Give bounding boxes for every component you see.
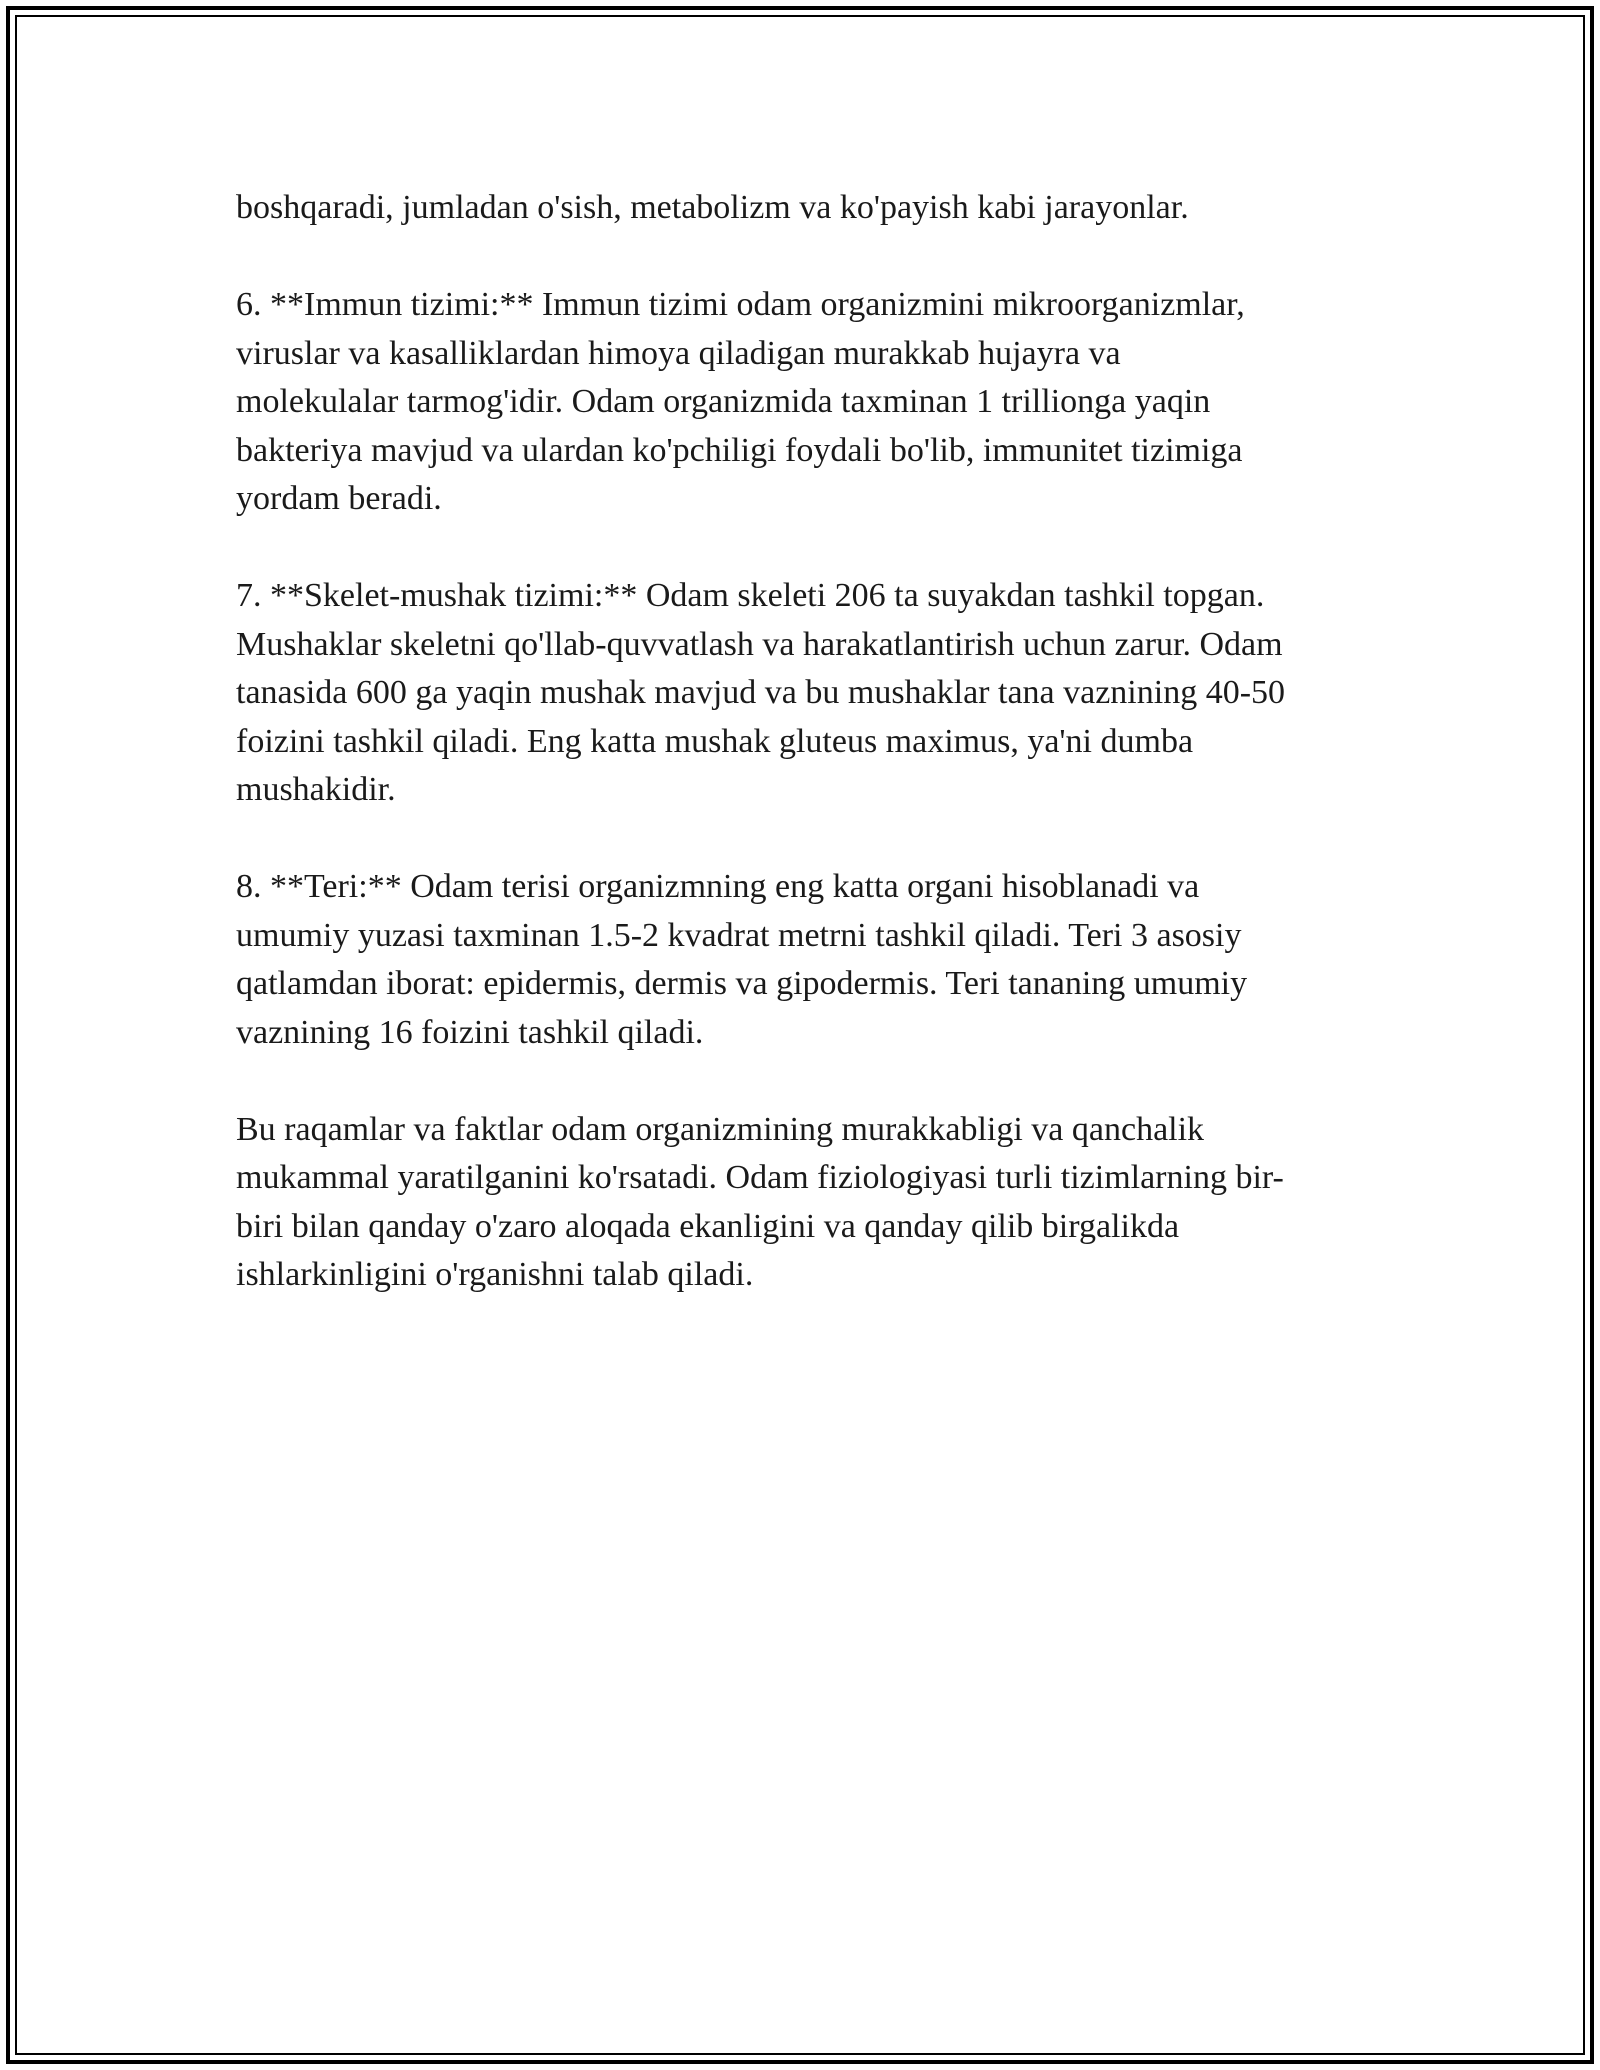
text-line: biri bilan qanday o'zaro aloqada ekanligini va qanday qilib birgalikda — [236, 1207, 1180, 1245]
text-line: qatlamdan iborat: epidermis, dermis va gipodermis. Teri tananing umumiy — [236, 965, 1248, 1002]
text-line: mushakidir. — [236, 771, 396, 808]
text-line: viruslar va kasalliklardan himoya qiladigan murakkab hujayra va — [236, 334, 1121, 372]
text-line: 8. **Teri:** Odam terisi organizmning eng katta organi hisoblanadi va — [236, 868, 1200, 905]
text-line: boshqaradi, jumladan o'sish, metabolizm va ko'payish kabi jarayonlar. — [236, 189, 1189, 226]
text-line: molekulalar tarmog'idir. Odam organizmida taxminan 1 trillionga yaqin — [236, 383, 1211, 420]
text-line: foizini tashkil qiladi. Eng katta mushak gluteus maximus, ya'ni dumba — [236, 722, 1194, 760]
text-line: tanasida 600 ga yaqin mushak mavjud va bu mushaklar tana vaznining 40-50 — [236, 674, 1286, 711]
text-line: mukammal yaratilganini ko'rsatadi. Odam fiziologiyasi turli tizimlarning bir- — [236, 1159, 1284, 1196]
text-line: Bu raqamlar va faktlar odam organizmining murakkabligi va qanchalik — [236, 1110, 1205, 1148]
text-line: ishlarkinligini o'rganishni talab qiladi. — [236, 1256, 754, 1293]
paragraph-continuation — [236, 184, 1386, 233]
document-body — [236, 184, 1386, 1300]
text-line: yordam beradi. — [236, 480, 442, 517]
text-line: Mushaklar skeletni qo'llab-quvvatlash va harakatlantirish uchun zarur. Odam — [236, 625, 1283, 663]
paragraph-immune-system — [236, 281, 1386, 524]
text-line: umumiy yuzasi taxminan 1.5-2 kvadrat metrni tashkil qiladi. Teri 3 asosiy — [236, 916, 1242, 954]
text-line: 7. **Skelet-mushak tizimi:** Odam skeleti 206 ta suyakdan tashkil topgan. — [236, 577, 1265, 614]
text-line: 6. **Immun tizimi:** Immun tizimi odam organizmini mikroorganizmlar, — [236, 286, 1245, 323]
paragraph-conclusion — [236, 1106, 1386, 1300]
paragraph-musculoskeletal-system — [236, 572, 1386, 815]
text-line: bakteriya mavjud va ulardan ko'pchiligi foydali bo'lib, immunitet tizimiga — [236, 431, 1243, 469]
text-line: vaznining 16 foizini tashkil qiladi. — [236, 1013, 704, 1051]
paragraph-skin — [236, 863, 1386, 1057]
